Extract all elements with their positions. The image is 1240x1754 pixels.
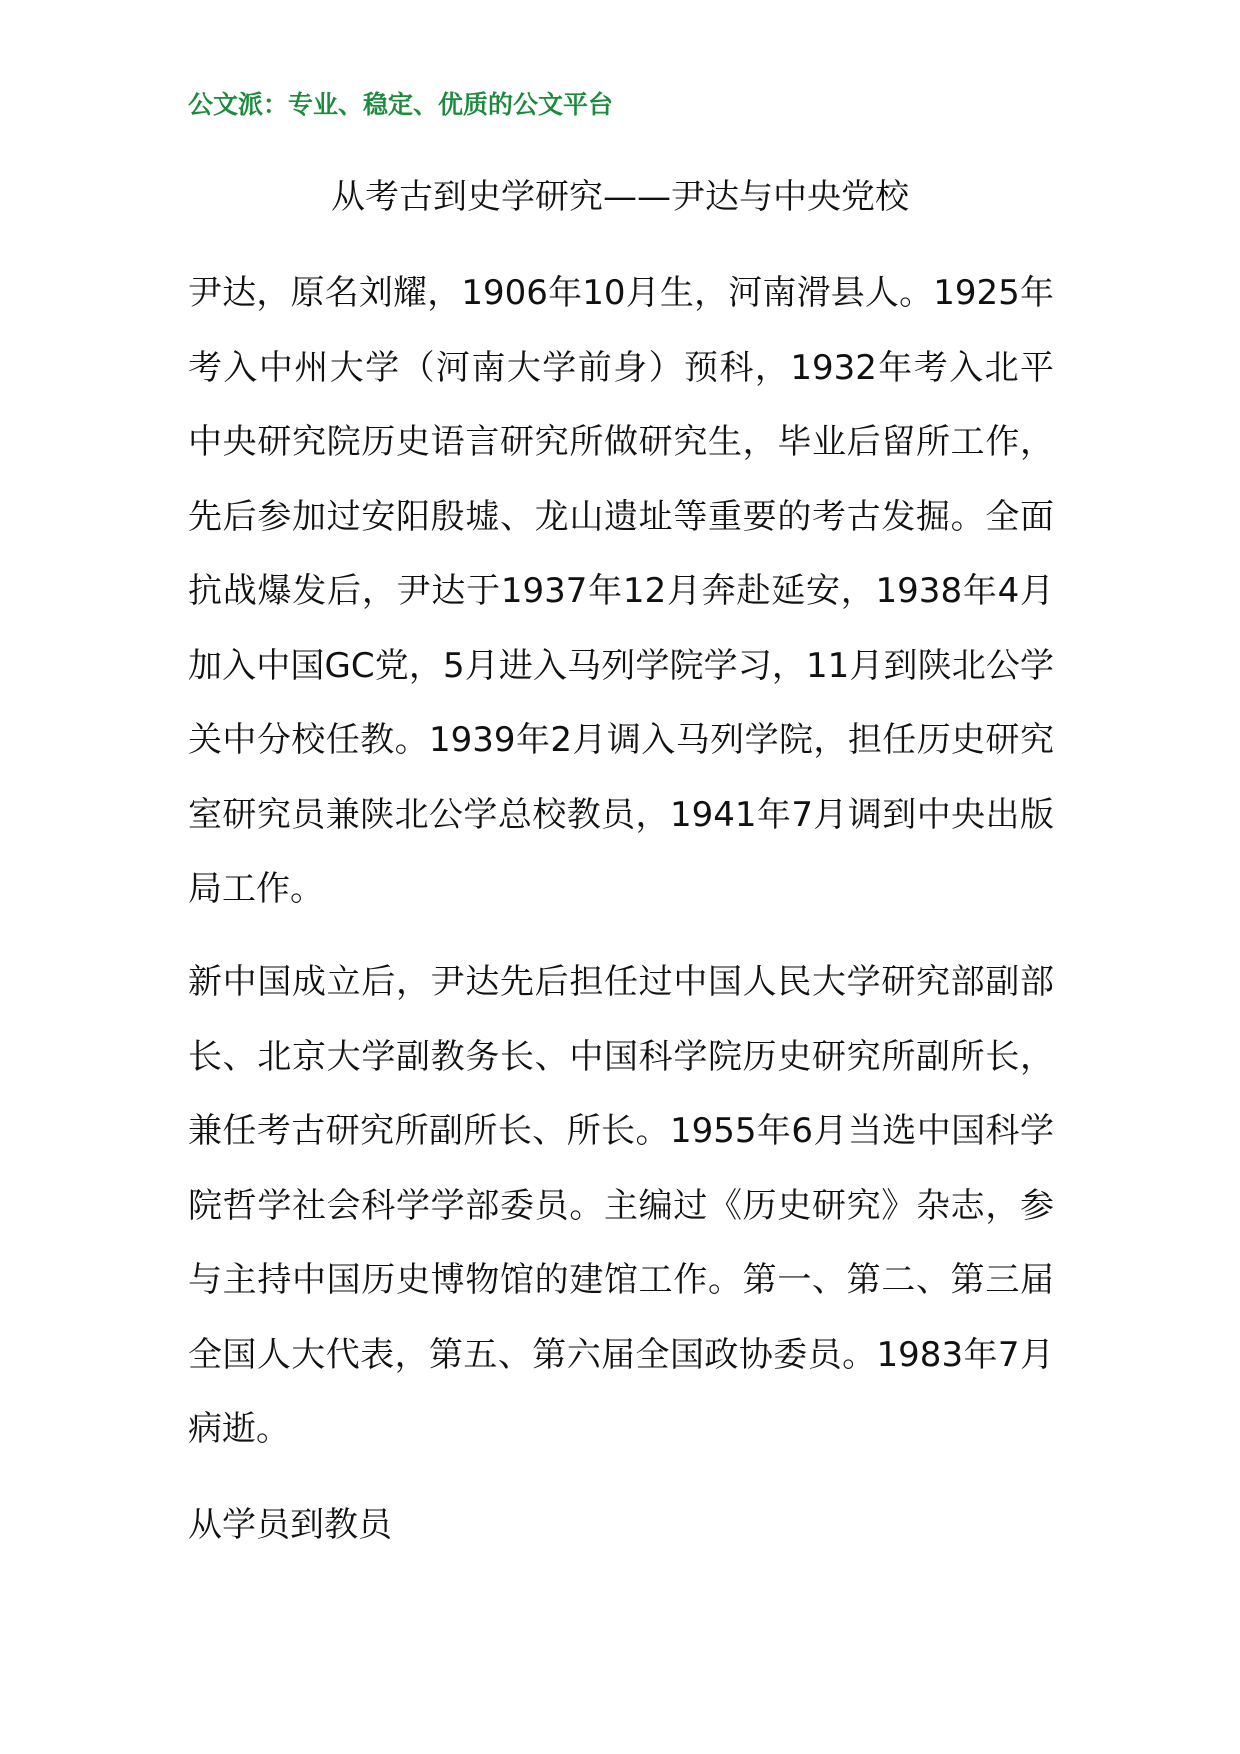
body-paragraph-career: 新中国成立后，尹达先后担任过中国人民大学研究部副部长、北京大学副教务长、中国科学院历史研究所副所长，兼任考古研究所副所长、所长。1955年6月当选中国科学院哲学社会科学学部委员。主编过《历史研究》杂志，参与主持中国历史博物馆的建馆工作。第一、第二、第三届全国人大代表，第五、第六届全国政协委员。1983年7月病逝。 [188,962,1054,1449]
section-heading: 从学员到教员 [188,1505,392,1545]
body-paragraph-biography: 尹达，原名刘耀，1906年10月生，河南滑县人。1925年考入中州大学（河南大学前身）预科，1932年考入北平中央研究院历史语言研究所做研究生，毕业后留所工作，先后参加过安阳殷墟、龙山遗址等重要的考古发掘。全面抗战爆发后，尹达于1937年12月奔赴延安，1938年4月加入中国GC党，5月进入马列学院学习，11月到陕北公学关中分校任教。1939年2月调入马列学院，担任历史研究室研究员兼陕北公学总校教员，1941年7月调到中央出版局工作。 [188,273,1054,909]
document-title: 从考古到史学研究——尹达与中央党校 [331,177,909,217]
site-header-slogan: 公文派：专业、稳定、优质的公文平台 [188,90,614,119]
